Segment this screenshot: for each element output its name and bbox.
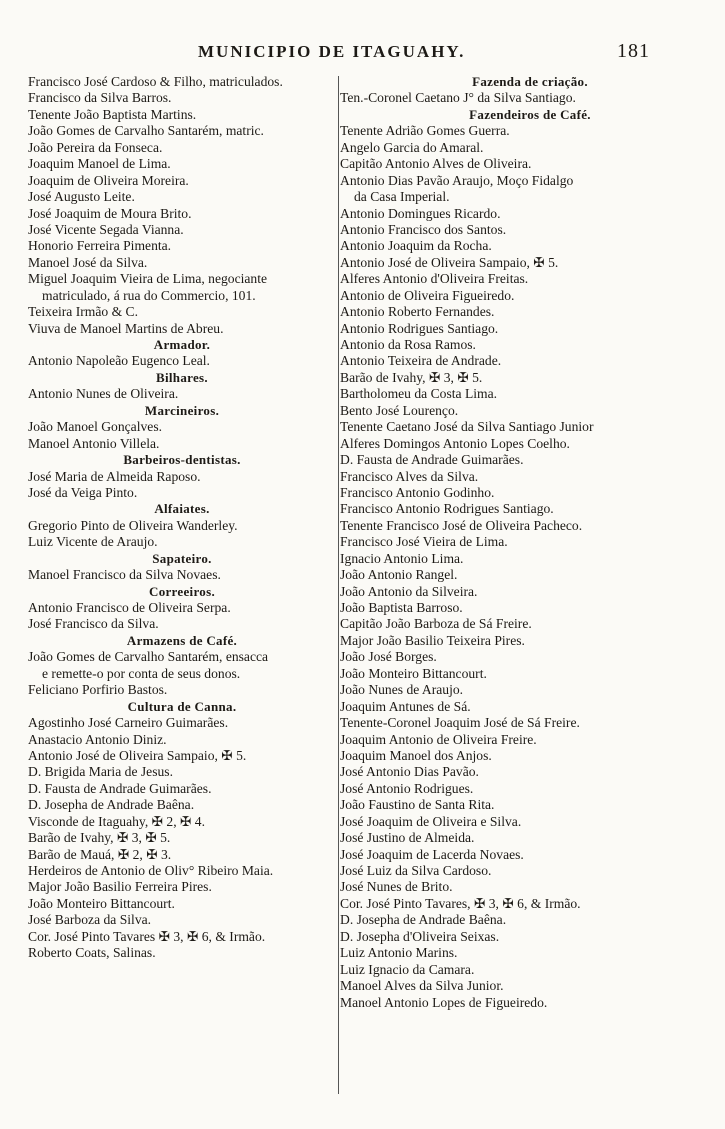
directory-entry: D. Josepha de Andrade Baêna.: [340, 912, 507, 928]
directory-entry: Manoel José da Silva.: [28, 254, 148, 270]
directory-entry: Bento José Lourenço.: [340, 402, 459, 418]
directory-entry: Tenente Caetano José da Silva Santiago Junior: [340, 419, 594, 435]
directory-entry: João José Borges.: [340, 649, 437, 665]
section-heading: Fazendeiros de Café.: [469, 106, 591, 122]
directory-entry: Francisco José Vieira de Lima.: [340, 534, 508, 550]
directory-entry: João Antonio Rangel.: [340, 567, 458, 583]
section-heading: Cultura de Canna.: [127, 698, 237, 714]
directory-entry: Francisco da Silva Barros.: [28, 90, 172, 106]
section-heading: Alfaiates.: [154, 501, 210, 517]
directory-entry: Francisco Alves da Silva.: [340, 468, 479, 484]
section-heading: Marcineiros.: [144, 402, 220, 418]
directory-entry: Antonio de Oliveira Figueiredo.: [340, 287, 515, 303]
entry-continuation: matriculado, á rua do Commercio, 101.: [42, 287, 256, 303]
page-header: [0, 40, 725, 64]
directory-entry: Joaquim Manoel de Lima.: [28, 156, 171, 172]
directory-entry: Anastacio Antonio Diniz.: [28, 731, 167, 747]
directory-entry: Antonio Joaquim da Rocha.: [340, 238, 492, 254]
directory-entry: José Joaquim de Moura Brito.: [28, 205, 192, 221]
directory-entry: Antonio Napoleão Eugenco Leal.: [28, 353, 210, 369]
section-heading: Armazens de Café.: [126, 632, 238, 648]
directory-entry: Francisco Antonio Rodrigues Santiago.: [340, 501, 554, 517]
directory-entry: Visconde de Itaguahy, ✠ 2, ✠ 4.: [28, 813, 205, 829]
directory-entry: Major João Basilio Ferreira Pires.: [28, 879, 212, 895]
directory-entry: João Gomes de Carvalho Santarém, matric.: [28, 123, 264, 139]
directory-entry: Joaquim Antunes de Sá.: [340, 698, 471, 714]
directory-entry: Cor. José Pinto Tavares ✠ 3, ✠ 6, & Irmão.: [28, 928, 266, 944]
directory-entry: Bartholomeu da Costa Lima.: [340, 386, 498, 402]
left-column: [28, 74, 336, 962]
directory-entry: João Gomes de Carvalho Santarém, ensacca: [28, 649, 269, 665]
directory-entry: José Barboza da Silva.: [28, 912, 152, 928]
directory-entry: Tenente-Coronel Joaquim José de Sá Freire.: [340, 715, 580, 731]
directory-entry: José Nunes de Brito.: [340, 879, 453, 895]
directory-entry: Feliciano Porfirio Bastos.: [28, 682, 168, 698]
directory-entry: José Luiz da Silva Cardoso.: [340, 863, 492, 878]
section-heading: Fazenda de criação.: [472, 74, 588, 89]
directory-entry: D. Josepha d'Oliveira Seixas.: [340, 928, 500, 944]
directory-entry: Manoel Alves da Silva Junior.: [340, 978, 504, 994]
directory-entry: Agostinho José Carneiro Guimarães.: [28, 715, 229, 731]
directory-entry: Herdeiros de Antonio de Oliv° Ribeiro Maia.: [28, 863, 274, 878]
entry-continuation: e remette-o por conta de seus donos.: [42, 665, 241, 681]
directory-entry: D. Brigida Maria de Jesus.: [28, 764, 173, 780]
directory-entry: Cor. José Pinto Tavares, ✠ 3, ✠ 6, & Irmão.: [340, 895, 581, 911]
directory-entry: D. Josepha de Andrade Baêna.: [28, 797, 195, 813]
directory-entry: José Vicente Segada Vianna.: [28, 221, 184, 237]
directory-entry: Francisco Antonio Godinho.: [340, 484, 495, 500]
directory-entry: Angelo Garcia do Amaral.: [340, 139, 484, 155]
directory-entry: José Antonio Dias Pavão.: [340, 764, 479, 780]
directory-entry: Antonio Rodrigues Santiago.: [340, 320, 499, 336]
directory-entry: Teixeira Irmão & C.: [28, 304, 139, 320]
directory-entry: Manoel Antonio Lopes de Figueiredo.: [340, 994, 548, 1010]
directory-entry: Ignacio Antonio Lima.: [340, 550, 464, 566]
section-heading: Bilhares.: [156, 369, 208, 385]
directory-entry: Roberto Coats, Salinas.: [28, 945, 156, 961]
directory-entry: Joaquim de Oliveira Moreira.: [28, 172, 189, 188]
directory-entry: Antonio Nunes de Oliveira.: [28, 386, 179, 402]
section-heading: Sapateiro.: [152, 550, 212, 566]
directory-entry: João Faustino de Santa Rita.: [340, 797, 495, 813]
directory-entry: João Antonio da Silveira.: [340, 583, 478, 599]
directory-entry: José Joaquim de Lacerda Novaes.: [340, 846, 524, 862]
directory-entry: Tenente Francisco José de Oliveira Pacheco.: [340, 517, 583, 533]
directory-entry: Antonio da Rosa Ramos.: [340, 337, 476, 352]
directory-entry: Gregorio Pinto de Oliveira Wanderley.: [28, 517, 238, 533]
directory-entry: Viuva de Manoel Martins de Abreu.: [28, 320, 224, 336]
directory-entry: Alferes Antonio d'Oliveira Freitas.: [340, 271, 529, 287]
directory-entry: Manoel Antonio Villela.: [28, 435, 160, 451]
column-divider: [338, 76, 339, 1094]
directory-entry: João Pereira da Fonseca.: [28, 139, 163, 155]
directory-entry: José Francisco da Silva.: [28, 616, 159, 632]
directory-entry: D. Fausta de Andrade Guimarães.: [28, 780, 212, 796]
section-heading: Armador.: [153, 337, 211, 352]
directory-entry: Miguel Joaquim Vieira de Lima, negociante: [28, 271, 268, 287]
directory-entry: José Augusto Leite.: [28, 189, 135, 205]
directory-entry: João Nunes de Araujo.: [340, 682, 464, 698]
right-column: [340, 74, 720, 1011]
entry-continuation: da Casa Imperial.: [354, 189, 450, 205]
section-heading: Barbeiros-dentistas.: [123, 452, 241, 468]
directory-entry: Tenente João Baptista Martins.: [28, 106, 197, 122]
directory-entry: Ten.-Coronel Caetano J° da Silva Santiago.: [340, 90, 576, 106]
directory-entry: Major João Basilio Teixeira Pires.: [340, 632, 525, 648]
directory-entry: Honorio Ferreira Pimenta.: [28, 238, 172, 254]
directory-entry: Barão de Ivahy, ✠ 3, ✠ 5.: [28, 830, 171, 846]
directory-entry: Antonio Domingues Ricardo.: [340, 205, 501, 221]
directory-entry: Antonio José de Oliveira Sampaio, ✠ 5.: [28, 747, 247, 763]
directory-entry: João Baptista Barroso.: [340, 600, 463, 615]
directory-entry: Antonio Roberto Fernandes.: [340, 304, 495, 320]
directory-entry: Alferes Domingos Antonio Lopes Coelho.: [340, 435, 570, 451]
directory-entry: José da Veiga Pinto.: [28, 484, 138, 500]
directory-entry: Capitão João Barboza de Sá Freire.: [340, 616, 532, 632]
directory-entry: Joaquim Antonio de Oliveira Freire.: [340, 731, 537, 747]
directory-entry: Tenente Adrião Gomes Guerra.: [340, 123, 510, 139]
directory-entry: Luiz Vicente de Araujo.: [28, 534, 158, 550]
page-number: 181: [617, 40, 650, 62]
directory-entry: Capitão Antonio Alves de Oliveira.: [340, 156, 532, 172]
directory-entry: Antonio José de Oliveira Sampaio, ✠ 5.: [340, 254, 559, 270]
directory-entry: Antonio Francisco de Oliveira Serpa.: [28, 600, 231, 615]
directory-entry: Francisco José Cardoso & Filho, matriculados.: [28, 74, 283, 89]
directory-entry: D. Fausta de Andrade Guimarães.: [340, 452, 524, 468]
directory-entry: João Manoel Gonçalves.: [28, 419, 163, 435]
directory-entry: José Justino de Almeida.: [340, 830, 475, 846]
section-heading: Correeiros.: [149, 583, 215, 599]
directory-entry: Luiz Ignacio da Camara.: [340, 961, 475, 977]
directory-entry: José Joaquim de Oliveira e Silva.: [340, 813, 522, 829]
directory-entry: Antonio Francisco dos Santos.: [340, 221, 507, 237]
directory-entry: José Antonio Rodrigues.: [340, 780, 474, 796]
directory-entry: José Maria de Almeida Raposo.: [28, 468, 201, 484]
directory-entry: João Monteiro Bittancourt.: [340, 665, 487, 681]
directory-entry: João Monteiro Bittancourt.: [28, 895, 175, 911]
directory-entry: Antonio Teixeira de Andrade.: [340, 353, 502, 369]
directory-entry: Luiz Antonio Marins.: [340, 945, 458, 961]
directory-entry: Barão de Mauá, ✠ 2, ✠ 3.: [28, 846, 172, 862]
page-title: MUNICIPIO DE ITAGUAHY.: [198, 42, 466, 61]
directory-entry: Joaquim Manoel dos Anjos.: [340, 747, 492, 763]
directory-entry: Barão de Ivahy, ✠ 3, ✠ 5.: [340, 369, 483, 385]
directory-entry: Manoel Francisco da Silva Novaes.: [28, 567, 221, 583]
directory-entry: Antonio Dias Pavão Araujo, Moço Fidalgo: [340, 172, 574, 188]
